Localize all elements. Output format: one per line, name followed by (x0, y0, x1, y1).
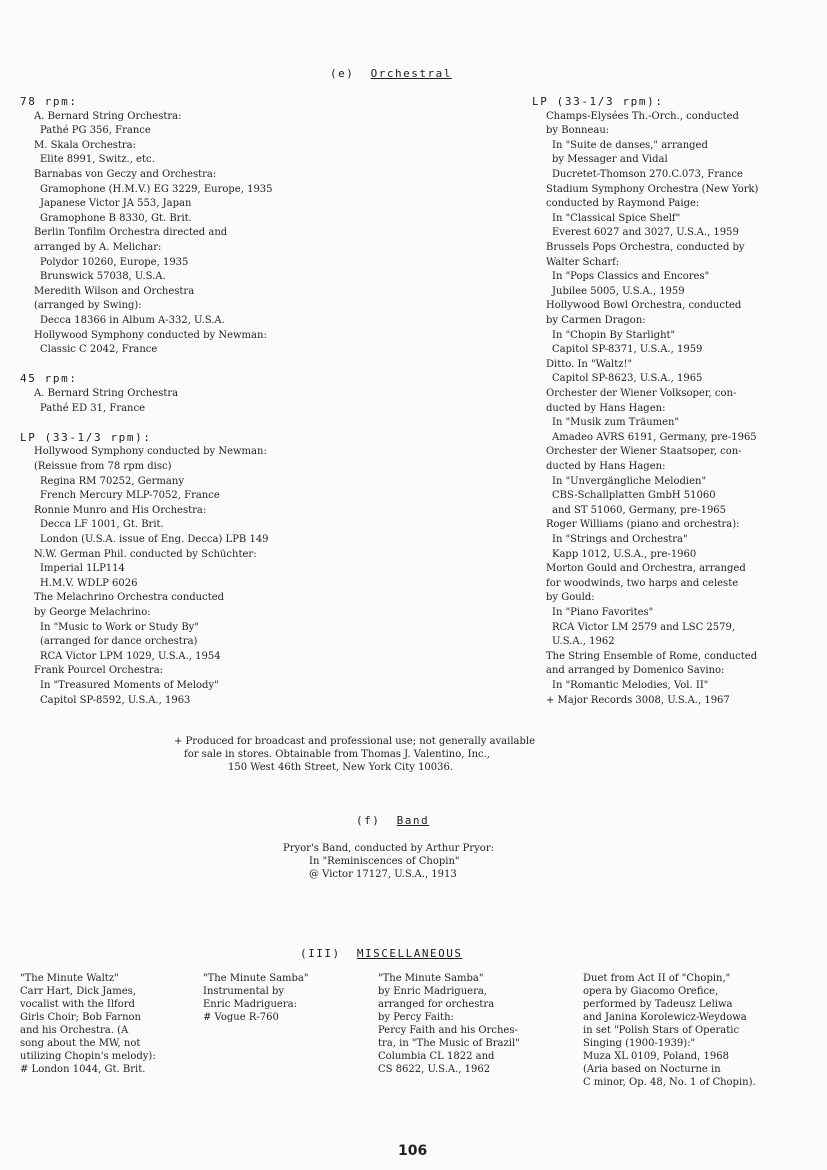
entry-line: Berlin Tonfilm Orchestra directed and (34, 227, 228, 239)
misc-entry-line: by Enric Madriguera, (378, 986, 487, 997)
entry-line: In "Suite de danses," arranged (552, 139, 708, 151)
entry-line: by Messager and Vidal (552, 154, 668, 166)
entry-line: Frank Pourcel Orchestra: (34, 665, 164, 677)
entry-line: Hollywood Symphony conducted by Newman: (34, 446, 267, 458)
footnote-line-2: for sale in stores. Obtainable from Thomas J. Valentino, Inc., (184, 749, 490, 760)
entry-line: French Mercury MLP-7052, France (40, 490, 220, 502)
entry-line: LP (33-1/3 rpm): (532, 95, 664, 108)
entry-line: Regina RM 70252, Germany (40, 475, 184, 487)
section-heading-miscellaneous (300, 947, 462, 960)
entry-line: Champs-Elysées Th.-Orch., conducted (546, 110, 739, 122)
misc-entry-line: Duet from Act II of "Chopin," (583, 973, 731, 984)
entry-line: In "Music to Work or Study By" (40, 621, 199, 633)
entry-line: Elite 8991, Switz., etc. (40, 154, 155, 166)
section-title: MISCELLANEOUS (356, 947, 463, 960)
entry-line: Stadium Symphony Orchestra (New York) (546, 183, 759, 195)
entry-line: N.W. German Phil. conducted by Schüchter: (34, 548, 257, 560)
entry-line: In "Pops Classics and Encores" (552, 271, 710, 283)
entry-line: H.M.V. WDLP 6026 (40, 577, 138, 589)
misc-entry-line: opera by Giacomo Orefice, (583, 986, 719, 997)
misc-entry-line: Muza XL 0109, Poland, 1968 (583, 1051, 729, 1062)
entry-line: ducted by Hans Hagen: (546, 402, 666, 414)
entry-line: 78 rpm: (20, 95, 78, 108)
misc-entry-line: (Aria based on Nocturne in (583, 1064, 721, 1075)
entry-line: (arranged by Swing): (34, 300, 142, 312)
entry-line: Morton Gould and Orchestra, arranged (546, 563, 746, 575)
entry-line: and arranged by Domenico Savino: (546, 665, 725, 677)
entry-line: by George Melachrino: (34, 607, 151, 618)
entry-line: arranged by A. Melichar: (34, 242, 162, 253)
entry-line: Orchester der Wiener Staatsoper, con- (546, 446, 742, 458)
misc-entry-line: # Vogue R-760 (203, 1012, 279, 1023)
misc-entry-line: and his Orchestra. (A (20, 1025, 129, 1036)
misc-entry-line: in set "Polish Stars of Operatic (583, 1025, 740, 1036)
entry-line: In "Treasured Moments of Melody" (40, 680, 219, 691)
entry-line: for woodwinds, two harps and celeste (546, 577, 739, 589)
entry-line: The Melachrino Orchestra conducted (34, 592, 225, 604)
entry-line: RCA Victor LM 2579 and LSC 2579, (552, 621, 736, 633)
misc-entry-line: Instrumental by (203, 986, 285, 997)
misc-entry-line: "The Minute Samba" (378, 973, 484, 984)
misc-entry-line: Girls Choir; Bob Farnon (20, 1012, 141, 1023)
footnote-line-3: 150 West 46th Street, New York City 10036. (228, 762, 454, 773)
entry-line: Jubilee 5005, U.S.A., 1959 (552, 285, 685, 297)
entry-line: In "Unvergängliche Melodien" (552, 475, 707, 487)
section-prefix: (III) (300, 947, 341, 960)
entry-line: In "Strings and Orchestra" (552, 534, 688, 545)
entry-line: In "Piano Favorites" (552, 607, 654, 618)
entry-line: In "Romantic Melodies, Vol. II" (552, 680, 709, 691)
entry-line: Capitol SP-8371, U.S.A., 1959 (552, 344, 703, 356)
entry-line: Brussels Pops Orchestra, conducted by (546, 242, 745, 253)
misc-entry-line: by Percy Faith: (378, 1012, 454, 1023)
entry-line: and ST 51060, Germany, pre-1965 (552, 504, 727, 516)
band-line-1: Pryor's Band, conducted by Arthur Pryor: (283, 843, 494, 854)
entry-line: (arranged for dance orchestra) (40, 636, 198, 648)
entry-line: Classic C 2042, France (40, 344, 158, 356)
misc-entry-line: Carr Hart, Dick James, (20, 986, 136, 997)
entry-line: Capitol SP-8623, U.S.A., 1965 (552, 373, 703, 385)
entry-line: + Major Records 3008, U.S.A., 1967 (546, 694, 730, 706)
entry-line: Capitol SP-8592, U.S.A., 1963 (40, 694, 191, 706)
band-line-2: In "Reminiscences of Chopin" (309, 856, 460, 867)
misc-entry-line: C minor, Op. 48, No. 1 of Chopin). (583, 1077, 756, 1088)
section-title: Orchestral (370, 67, 452, 80)
entry-line: Ditto. In "Waltz!" (546, 358, 633, 370)
entry-line: Kapp 1012, U.S.A., pre-1960 (552, 548, 697, 560)
misc-entry-line: Percy Faith and his Orches- (378, 1025, 518, 1036)
misc-entry-line: tra, in "The Music of Brazil" (378, 1038, 520, 1049)
entry-line: Amadeo AVRS 6191, Germany, pre-1965 (552, 431, 757, 443)
page-number: 106 (398, 1143, 428, 1159)
entry-line: Roger Williams (piano and orchestra): (546, 519, 740, 531)
entry-line: Everest 6027 and 3027, U.S.A., 1959 (552, 227, 739, 239)
entry-line: by Gould: (546, 592, 595, 604)
entry-line: CBS-Schallplatten GmbH 51060 (552, 490, 716, 502)
entry-line: by Carmen Dragon: (546, 315, 646, 326)
entry-line: Decca 18366 in Album A-332, U.S.A. (40, 315, 225, 326)
entry-line: Hollywood Bowl Orchestra, conducted (546, 300, 742, 312)
misc-entry-line: and Janina Korolewicz-Weydowa (583, 1012, 747, 1023)
section-prefix: (f) (356, 814, 381, 827)
entry-line: A. Bernard String Orchestra (34, 388, 179, 399)
entry-line: M. Skala Orchestra: (34, 139, 137, 151)
entry-line: In "Classical Spice Shelf" (552, 212, 681, 224)
entry-line: In "Musik zum Träumen" (552, 417, 680, 429)
entry-line: Gramophone B 8330, Gt. Brit. (40, 212, 192, 224)
entry-line: Hollywood Symphony conducted by Newman: (34, 329, 267, 341)
band-line-3: @ Victor 17127, U.S.A., 1913 (309, 869, 457, 880)
entry-line: 45 rpm: (20, 372, 78, 386)
misc-entry-line: vocalist with the Ilford (20, 999, 135, 1010)
entry-line: Gramophone (H.M.V.) EG 3229, Europe, 1935 (40, 183, 273, 195)
misc-entry-line: # London 1044, Gt. Brit. (20, 1064, 146, 1075)
entry-line: The String Ensemble of Rome, conducted (546, 650, 758, 662)
entry-line: Decca LF 1001, Gt. Brit. (40, 519, 164, 531)
misc-entry-line: utilizing Chopin's melody): (20, 1051, 156, 1062)
misc-entry-line: performed by Tadeusz Leliwa (583, 999, 733, 1010)
entry-line: Barnabas von Geczy and Orchestra: (34, 169, 217, 180)
misc-entry-line: Enric Madriguera: (203, 999, 297, 1010)
entry-line: Imperial 1LP114 (40, 563, 125, 575)
misc-entry-line: "The Minute Waltz" (20, 973, 119, 984)
entry-line: Pathé ED 31, France (40, 402, 146, 414)
misc-entry-line: song about the MW, not (20, 1038, 141, 1049)
section-heading-band (356, 814, 429, 827)
entry-line: Meredith Wilson and Orchestra (34, 285, 195, 297)
entry-line: Ducretet-Thomson 270.C.073, France (552, 169, 743, 180)
misc-entry-line: "The Minute Samba" (203, 973, 309, 984)
entry-line: In "Chopin By Starlight" (552, 329, 676, 341)
entry-line: Japanese Victor JA 553, Japan (40, 198, 192, 210)
entry-line: conducted by Raymond Paige: (546, 198, 700, 210)
section-prefix: (e) (330, 67, 355, 80)
entry-line: LP (33-1/3 rpm): (20, 430, 152, 444)
entry-line: Pathé PG 356, France (40, 125, 151, 137)
footnote-line-1: + Produced for broadcast and professional use; not generally available (174, 736, 536, 747)
entry-line: by Bonneau: (546, 125, 610, 137)
section-heading-orchestral (330, 67, 452, 80)
section-title: Band (396, 814, 430, 827)
entry-line: Walter Scharf: (546, 256, 620, 268)
misc-entry-line: arranged for orchestra (378, 999, 495, 1010)
entry-line: Brunswick 57038, U.S.A. (40, 271, 166, 283)
misc-entry-line: Singing (1900-1939):" (583, 1038, 696, 1049)
entry-line: A. Bernard String Orchestra: (34, 110, 182, 122)
entry-line: U.S.A., 1962 (552, 636, 615, 648)
entry-line: Polydor 10260, Europe, 1935 (40, 256, 189, 268)
misc-entry-line: Columbia CL 1822 and (378, 1051, 495, 1062)
entry-line: RCA Victor LPM 1029, U.S.A., 1954 (40, 650, 221, 662)
entry-line: Orchester der Wiener Volksoper, con- (546, 388, 737, 399)
misc-entry-line: CS 8622, U.S.A., 1962 (378, 1064, 491, 1075)
entry-line: (Reissue from 78 rpm disc) (34, 461, 172, 472)
entry-line: London (U.S.A. issue of Eng. Decca) LPB 149 (40, 534, 269, 545)
entry-line: ducted by Hans Hagen: (546, 461, 666, 472)
entry-line: Ronnie Munro and His Orchestra: (34, 504, 207, 516)
